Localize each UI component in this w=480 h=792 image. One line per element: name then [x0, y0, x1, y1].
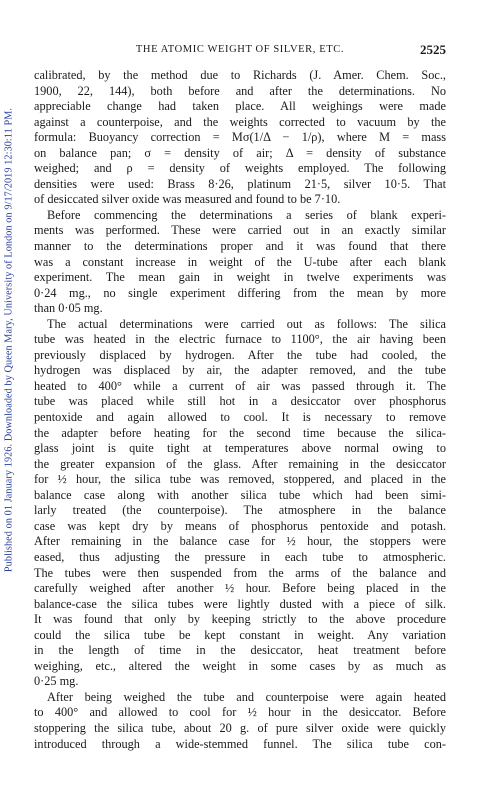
text-line: on balance pan; σ = density of air; Δ = density of substance — [34, 145, 446, 160]
text-line: calibrated, by the method due to Richards (J. Amer. Chem. Soc., — [34, 68, 446, 82]
download-notice — [2, 40, 16, 640]
text-line: formula: Buoyancy correction = Mσ(1/Δ − 1/ρ), where M = mass — [34, 130, 446, 145]
text-line: carefully weighed after another ½ hour. Before being placed in the — [34, 581, 446, 596]
text-line: previously displaced by hydrogen. After the tube had cooled, the — [34, 347, 446, 362]
text-line: eased, thus adjusting the pressure in each tube to atmospheric. — [34, 549, 446, 564]
text-line: against a counterpoise, and the weights corrected to vacuum by the — [34, 114, 446, 129]
text-line: larly treated (the counterpoise). The atmosphere in the balance — [34, 503, 446, 518]
body-text — [34, 68, 446, 752]
text-line: experiment. The mean gain in weight in twelve experiments was — [34, 270, 446, 285]
paragraph — [34, 690, 446, 752]
text-line: 0·25 mg. — [34, 674, 79, 689]
text-line: could the silica tube be kept constant in weight. Any variation — [34, 627, 446, 642]
text-line: manner to the determinations proper and it was found that there — [34, 239, 446, 254]
text-line: balance-case the silica tubes were lightly dusted with a piece of silk. — [34, 596, 446, 611]
text-line: case was kept dry by means of phosphorus pentoxide and potash. — [34, 518, 446, 533]
text-line: After being weighed the tube and counterpoise were again heated — [47, 689, 446, 704]
text-line: glass joint is quite tight at temperatures above normal owing to — [34, 441, 446, 456]
text-line: of desiccated silver oxide was measured and found to be 7·10. — [34, 192, 341, 207]
text-line: to 400° and allowed to cool for ½ hour in the desiccator. Before — [34, 705, 446, 720]
text-line: appreciable change had taken place. All weighings were made — [34, 99, 446, 114]
text-line: tube was heated in the electric furnace to 1100°, the air having been — [34, 332, 446, 347]
text-line: weighing, etc., altered the weight in some cases by as much as — [34, 658, 446, 673]
text-line: the adapter before heating for the second time because the silica- — [34, 425, 446, 440]
text-line: in the length of time in the desiccator, heat treatment before — [34, 643, 446, 658]
running-head — [34, 42, 446, 58]
paragraph — [34, 68, 446, 208]
text-line: densities were used: Brass 8·26, platinum 21·5, silver 10·5. That — [34, 176, 446, 191]
download-notice-text: Published on 01 January 1926. Downloaded by Queen Mary, University of London on 9/17/2019 12:30:11 PM. — [3, 107, 15, 573]
text-line: 0·24 mg., no single experiment differing from the mean by more — [34, 285, 446, 300]
text-line: After remaining in the balance case for ½ hour, the stoppers were — [34, 534, 446, 549]
text-line: pentoxide and again allowed to cool. It is necessary to remove — [34, 410, 446, 425]
text-line: heated to 400° while a current of air was passed through it. The — [34, 378, 446, 393]
text-line: stoppering the silica tube, about 20 g. of pure silver oxide were quickly — [34, 720, 446, 735]
text-line: for ½ hour, the silica tube was removed, stoppered, and placed in the — [34, 472, 446, 487]
paragraph — [34, 208, 446, 317]
paragraph — [34, 317, 446, 690]
page-number: 2525 — [420, 42, 446, 57]
text-line: 1900, 22, 144), both before and after the determinations. No — [34, 83, 446, 98]
text-line: the greater expansion of the glass. After remaining in the desiccator — [34, 456, 446, 471]
text-line: was a constant increase in weight of the U-tube after each blank — [34, 254, 446, 269]
text-line: It was found that only by keeping strictly to the above procedure — [34, 612, 446, 627]
text-line: Before commencing the determinations a series of blank experi- — [47, 207, 446, 222]
text-line: than 0·05 mg. — [34, 301, 103, 316]
text-line: ments was performed. These were carried out in an exactly similar — [34, 223, 446, 238]
text-line: weighed; and ρ = density of weights employed. The following — [34, 161, 446, 176]
text-line: hydrogen was displaced by air, the adapter removed, and the tube — [34, 363, 446, 378]
running-title: THE ATOMIC WEIGHT OF SILVER, ETC. — [135, 44, 345, 55]
text-line: The actual determinations were carried out as follows: The silica — [47, 316, 446, 331]
text-line: tube was placed while still hot in a desiccator over phosphorus — [34, 394, 446, 409]
text-line: introduced through a wide-stemmed funnel. The silica tube con- — [34, 736, 446, 751]
text-line: balance case along with another silica tube which had been simi- — [34, 487, 446, 502]
text-line: The tubes were then suspended from the arms of the balance and — [34, 565, 446, 580]
